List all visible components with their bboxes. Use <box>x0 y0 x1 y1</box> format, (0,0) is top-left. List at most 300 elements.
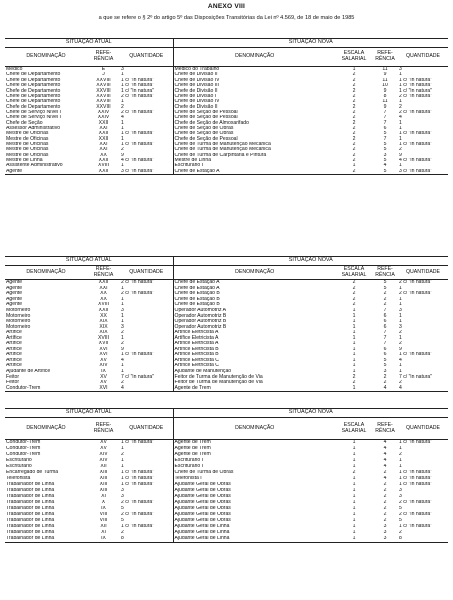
quantidade-atual-cell: 1 c/ "in natura" <box>121 352 155 358</box>
denominacao-nova-cell: Artífice Eletricista C <box>173 358 336 364</box>
referencia-nova-cell: 3 <box>383 368 387 374</box>
referencia-nova-cell: 5 <box>383 157 387 163</box>
referencia-atual-cell: XXIV <box>97 115 110 121</box>
denominacao-nova-cell: Ajudante Geral de Obras <box>173 518 336 524</box>
referencia-atual-cell: XV <box>100 379 107 386</box>
denominacao-nova-cell: Chefe de Divisão II <box>173 104 336 109</box>
denominacao-nova-cell: Escriturário I <box>173 458 336 464</box>
referencia-atual-cell: VIII <box>99 512 108 518</box>
denominacao-nova-cell: Chefe de Estação A <box>173 280 336 286</box>
denominacao-nova-cell: Ajudante de Manutenção <box>173 369 336 375</box>
escala-salarial-cell: 2 <box>352 88 356 94</box>
denominacao-nova-cell: Chefe de Turma de Manutenção Mecânica <box>173 147 336 152</box>
escala-salarial-cell: 1 <box>352 335 356 341</box>
denominacao-nova-cell: Ajudante Geral de Obras <box>173 506 336 512</box>
quantidade-nova-cell: 3 <box>399 494 402 500</box>
escala-salarial-cell: 1 <box>352 476 356 482</box>
referencia-atual-cell: XXI <box>99 147 108 153</box>
denominacao-nova-cell: Agente de Trem <box>173 440 336 447</box>
denominacao-nova-cell: Artífice Eletricista C <box>173 363 336 369</box>
quantidade-nova-cell: 4 <box>398 385 448 391</box>
col-referencia-nova: REFE- RÊNCIA <box>372 418 398 440</box>
quantidade-atual-cell: 1 c/ "in natura" <box>121 482 155 488</box>
escala-salarial-cell: 1 <box>352 66 356 73</box>
quantidade-atual-cell: 1 <box>121 335 124 341</box>
col-quantidade-nova: QUANTIDADE <box>398 48 448 67</box>
referencia-nova-cell: 7 <box>383 329 387 336</box>
quantidade-atual-cell: 9 <box>121 346 124 352</box>
escala-salarial-cell: 1 <box>352 500 356 506</box>
escala-salarial-cell: 2 <box>352 141 356 147</box>
denominacao-nova-cell: Chefe de Estação B <box>173 302 336 308</box>
escala-salarial-cell: 1 <box>352 368 356 374</box>
referencia-nova-cell: 3 <box>383 152 387 158</box>
referencia-nova-cell: 9 <box>383 104 387 110</box>
col-quantidade-atual: QUANTIDADE <box>120 266 173 280</box>
referencia-nova-cell: 2 <box>383 506 387 512</box>
denominacao-nova-cell: Mestre de Linha <box>173 158 336 163</box>
referencia-nova-cell: 5 <box>383 141 387 147</box>
referencia-nova-cell: 3 <box>383 524 387 530</box>
quantidade-atual-cell: 4 <box>120 385 173 391</box>
escala-salarial-cell: 2 <box>352 374 356 380</box>
denominacao-nova-cell: Artífice Eletricista B <box>173 347 336 353</box>
escala-salarial-cell: 1 <box>352 458 356 464</box>
denominacao-atual-cell: Artífice <box>6 352 22 358</box>
col-denominacao-atual: DENOMINAÇÃO <box>5 418 87 440</box>
annex-table-3 <box>5 408 448 543</box>
referencia-atual-cell: XVII <box>98 341 109 347</box>
denominacao-atual-cell: Chefe de Departamento <box>6 88 61 94</box>
referencia-atual-cell: XVIII <box>97 163 110 169</box>
denominacao-nova-cell: Ajudante Geral de Linha <box>173 524 336 530</box>
referencia-atual-cell: XVI <box>99 352 108 358</box>
table-body <box>5 280 448 392</box>
denominacao-atual-cell: Agente <box>6 302 23 308</box>
escala-salarial-cell: 2 <box>352 120 356 126</box>
quantidade-atual-cell: 3 c/ "in natura" <box>120 169 173 175</box>
denominacao-nova-cell: Agente de Trem <box>173 452 336 458</box>
denominacao-atual-cell: Telefonista <box>6 476 31 482</box>
quantidade-nova-cell: 1 c/ "in natura" <box>399 476 433 482</box>
col-referencia-nova: REFE- RÊNCIA <box>372 266 398 280</box>
referencia-atual-cell: XXII <box>87 169 120 175</box>
quantidade-nova-cell: 1 c/ "in natura" <box>399 352 433 358</box>
referencia-atual-cell: XX <box>100 296 107 302</box>
denominacao-nova-cell: Ajudante Geral de Obras <box>173 494 336 500</box>
annex-table-2 <box>5 256 448 392</box>
document-subtitle: a que se refere o § 2º do artigo 5º das Disposições Transitórias da Lei nº 4.569, de 18 de maio de 1985 <box>98 15 355 21</box>
quantidade-nova-cell: 2 <box>399 147 402 153</box>
referencia-nova-cell: 9 <box>383 72 387 78</box>
escala-salarial-cell: 1 <box>352 318 356 325</box>
referencia-nova-cell: 2 <box>383 518 387 524</box>
table-row <box>5 169 448 175</box>
referencia-nova-cell: 5 <box>383 279 387 286</box>
escala-salarial-cell: 1 <box>352 524 356 530</box>
quantidade-atual-cell: 3 <box>121 307 124 313</box>
denominacao-nova-cell: Chefe de Estação A <box>173 286 336 292</box>
escala-salarial-cell: 2 <box>352 296 356 302</box>
denominacao-atual-cell: Condutor-Trem <box>5 385 87 391</box>
denominacao-nova-cell: Artífice Eletricista B <box>173 352 336 358</box>
quantidade-atual-cell: 8 <box>120 536 173 543</box>
denominacao-atual-cell: Chefe de Serviço Nível I <box>6 115 61 121</box>
denominacao-atual-cell: Trabalhador de Linha <box>6 530 55 536</box>
denominacao-atual-cell: Trabalhador de Linha <box>6 518 55 524</box>
denominacao-nova-cell: Artífice Eletricista A <box>173 330 336 336</box>
denominacao-nova-cell: Ajudante Geral de Obras <box>173 488 336 494</box>
escala-salarial-cell: 2 <box>352 147 356 153</box>
escala-salarial-cell: 1 <box>352 324 356 330</box>
col-quantidade-atual: QUANTIDADE <box>120 418 173 440</box>
denominacao-atual-cell: Assessor Administrativo <box>6 125 61 131</box>
escala-salarial-cell: 2 <box>352 77 356 83</box>
quantidade-atual-cell: 1 <box>121 136 124 142</box>
denominacao-nova-cell: Ajudante Geral de Linha <box>173 536 336 543</box>
referencia-nova-cell: 4 <box>383 452 387 458</box>
quantidade-nova-cell: 1 <box>399 296 402 302</box>
referencia-nova-cell: 7 <box>383 335 387 341</box>
denominacao-nova-cell: Chefe de Seção de Obras <box>173 131 336 136</box>
denominacao-atual-cell: Agente <box>6 291 23 297</box>
denominacao-atual-cell: Mestre de Oficinas <box>6 152 49 158</box>
situacao-nova-header: SITUAÇÃO NOVA <box>173 39 448 48</box>
escala-salarial-cell: 2 <box>352 109 356 115</box>
referencia-atual-cell: XX <box>100 291 107 297</box>
col-referencia-atual: REFE- RÊNCIA <box>87 48 120 67</box>
denominacao-nova-cell: Chefe de Divisão IV <box>173 78 336 83</box>
quantidade-nova-cell: 2 c/ "in natura" <box>399 500 433 506</box>
referencia-nova-cell: 2 <box>383 500 387 506</box>
escala-salarial-cell: 2 <box>352 279 356 286</box>
referencia-nova-cell: 7 <box>383 109 387 115</box>
denominacao-nova-cell: Operador Automotriz B <box>173 313 336 319</box>
quantidade-nova-cell: 1 c/ "in natura" <box>399 439 433 446</box>
quantidade-atual-cell: 2 <box>121 104 124 110</box>
denominacao-atual-cell: Chefe de Departamento <box>6 77 61 83</box>
quantidade-nova-cell: 1 <box>399 335 402 341</box>
referencia-atual-cell: X <box>101 500 106 506</box>
quantidade-nova-cell: 1 <box>399 136 402 142</box>
referencia-nova-cell: 2 <box>383 494 387 500</box>
quantidade-atual-cell: 1 <box>121 296 124 302</box>
quantidade-atual-cell: 5 <box>121 518 124 524</box>
quantidade-atual-cell: 2 c/ "in natura" <box>121 500 155 506</box>
denominacao-atual-cell: Agente <box>6 296 23 302</box>
quantidade-nova-cell: 1 <box>399 458 402 464</box>
escala-salarial-cell: 1 <box>352 313 356 319</box>
referencia-nova-cell: 5 <box>383 363 387 369</box>
referencia-atual-cell: XXII <box>98 279 109 286</box>
quantidade-atual-cell: 2 c/ "in natura" <box>121 279 155 286</box>
referencia-nova-cell: 7 <box>383 341 387 347</box>
referencia-atual-cell: XXII <box>98 131 109 137</box>
quantidade-atual-cell: 1 <box>121 464 124 470</box>
denominacao-nova-cell: Chefe de Divisão II <box>173 88 336 93</box>
denominacao-nova-cell: Chefe de Turma de Obras <box>173 470 336 476</box>
quantidade-atual-cell: 2 c/ "in natura" <box>121 93 155 99</box>
referencia-atual-cell: XIII <box>99 488 108 494</box>
referencia-atual-cell: XIX <box>99 329 108 336</box>
denominacao-atual-cell: Motorneiro <box>6 324 31 330</box>
escala-salarial-cell: 2 <box>352 131 356 137</box>
quantidade-nova-cell: 1 c/ "in natura" <box>399 77 433 83</box>
denominacao-nova-cell: Chefe de Seção de Pessoal <box>173 115 336 120</box>
escala-salarial-cell: 1 <box>352 452 356 458</box>
referencia-atual-cell: XXI <box>99 125 108 131</box>
quantidade-atual-cell: 1 <box>121 99 124 105</box>
referencia-atual-cell: XVI <box>99 346 108 352</box>
quantidade-nova-cell: 1 <box>399 302 402 308</box>
denominacao-atual-cell: Encarregado de Turma <box>6 470 59 476</box>
referencia-atual-cell: XV <box>100 374 107 380</box>
denominacao-nova-cell: Chefe de Seção de Obras <box>173 126 336 131</box>
referencia-nova-cell: 5 <box>372 169 398 175</box>
escala-salarial-cell: 1 <box>352 352 356 358</box>
referencia-atual-cell: XXII <box>98 120 109 126</box>
referencia-nova-cell: 11 <box>382 66 388 73</box>
quantidade-atual-cell: 3 <box>121 494 124 500</box>
quantidade-nova-cell: 1 <box>399 72 402 78</box>
referencia-atual-cell: IX <box>87 536 120 543</box>
quantidade-nova-cell: 1 c/ "in natura" <box>399 470 433 476</box>
denominacao-nova-cell: Agente de Trem <box>173 385 336 391</box>
escala-salarial-cell: 2 <box>352 93 356 99</box>
escala-salarial-cell: 1 <box>352 464 356 470</box>
referencia-nova-cell: 8 <box>383 93 387 99</box>
quantidade-atual-cell: 1 <box>121 368 124 374</box>
quantidade-atual-cell: 1 <box>121 458 124 464</box>
quantidade-atual-cell: 3 <box>121 66 124 73</box>
denominacao-atual-cell: Chefe de Seção <box>6 120 43 126</box>
referencia-atual-cell: XIII <box>99 482 108 488</box>
denominacao-atual-cell: Trabalhador de Linha <box>6 524 55 530</box>
denominacao-nova-cell: Chefe de Divisão I <box>173 94 336 99</box>
referencia-atual-cell: J <box>102 72 105 78</box>
referencia-atual-cell: XII <box>100 524 107 530</box>
escala-salarial-cell: 1 <box>352 439 356 446</box>
quantidade-nova-cell: 1 c/ "in natura" <box>399 88 433 94</box>
quantidade-atual-cell: 2 <box>121 329 124 336</box>
quantidade-atual-cell: 1 c/ "in natura" <box>121 439 155 446</box>
denominacao-atual-cell: Chefe de Departamento <box>6 83 61 89</box>
quantidade-nova-cell: 1 <box>399 363 402 369</box>
quantidade-atual-cell: 9 <box>121 152 124 158</box>
referencia-atual-cell: XI <box>101 530 106 536</box>
denominacao-nova-cell: Artífice Eletricista A <box>173 335 336 341</box>
situacao-nova-header: SITUAÇÃO NOVA <box>173 409 448 418</box>
referencia-atual-cell: XXVIII <box>96 88 111 94</box>
referencia-nova-cell: 2 <box>383 488 387 494</box>
referencia-atual-cell: IX <box>101 368 106 374</box>
referencia-atual-cell: XXIV <box>97 109 110 115</box>
denominacao-nova-cell: Artífice Eletricista A <box>173 341 336 347</box>
referencia-atual-cell: VIII <box>99 518 108 524</box>
quantidade-atual-cell: 1 <box>121 313 124 319</box>
quantidade-atual-cell: 2 c/ "in natura" <box>121 512 155 518</box>
quantidade-atual-cell: 1 <box>121 363 124 369</box>
quantidade-nova-cell: 1 <box>399 125 402 131</box>
denominacao-atual-cell: Motorneiro <box>6 313 31 319</box>
referencia-atual-cell: XXVIII <box>96 77 111 83</box>
referencia-atual-cell: XXVIII <box>96 93 111 99</box>
denominacao-atual-cell: Chefe de Departamento <box>6 99 61 105</box>
denominacao-atual-cell: Trabalhador de Linha <box>6 506 55 512</box>
referencia-nova-cell: 6 <box>383 318 387 325</box>
quantidade-nova-cell: 1 c/ "in natura" <box>399 83 433 89</box>
denominacao-nova-cell: Ajudante Geral de Obras <box>173 512 336 518</box>
quantidade-atual-cell: 4 c/ "in natura" <box>121 157 155 163</box>
denominacao-atual-cell: Chefe de Serviço Nível I <box>6 109 61 115</box>
escala-salarial-cell: 2 <box>336 169 372 175</box>
denominacao-nova-cell: Médico do Trabalho <box>173 67 336 73</box>
quantidade-atual-cell: 1 <box>121 125 124 131</box>
quantidade-nova-cell: 3 <box>399 324 402 330</box>
quantidade-atual-cell: 2 c/ "in natura" <box>121 109 155 115</box>
quantidade-nova-cell: 2 c/ "in natura" <box>399 291 433 297</box>
col-escala-salarial: ESCALA SALARIAL <box>336 48 372 67</box>
denominacao-atual-cell: Ajudante de Artífice <box>6 368 51 374</box>
denominacao-nova-cell: Chefe de Estação B <box>173 297 336 303</box>
denominacao-nova-cell: Chefe de Divisão II <box>173 72 336 77</box>
referencia-atual-cell: XV <box>100 357 107 363</box>
escala-salarial-cell: 2 <box>352 104 356 110</box>
quantidade-atual-cell: 2 <box>121 452 124 458</box>
referencia-atual-cell: XIV <box>99 363 108 369</box>
escala-salarial-cell: 1 <box>352 506 356 512</box>
denominacao-atual-cell: Feitor <box>6 379 20 386</box>
referencia-nova-cell: 4 <box>383 458 387 464</box>
referencia-nova-cell: 6 <box>383 313 387 319</box>
denominacao-atual-cell: Agente <box>5 169 87 175</box>
denominacao-atual-cell: Médico <box>6 66 23 73</box>
quantidade-nova-cell: 1 c/ "in natura" <box>399 524 433 530</box>
escala-salarial-cell: 1 <box>336 536 372 543</box>
quantidade-atual-cell: 1 c/ "in natura" <box>121 476 155 482</box>
escala-salarial-cell: 1 <box>352 329 356 336</box>
escala-salarial-cell: 2 <box>352 302 356 308</box>
referencia-nova-cell: 7 <box>383 115 387 121</box>
denominacao-atual-cell: Artífice <box>6 363 22 369</box>
referencia-nova-cell: 6 <box>383 125 387 131</box>
referencia-nova-cell: 5 <box>383 285 387 291</box>
escala-salarial-cell: 2 <box>352 152 356 158</box>
escala-salarial-cell: 2 <box>352 83 356 89</box>
quantidade-atual-cell: 2 <box>121 530 124 536</box>
quantidade-nova-cell: 2 <box>399 452 402 458</box>
referencia-nova-cell: 2 <box>383 296 387 302</box>
referencia-atual-cell: XI <box>101 494 106 500</box>
quantidade-nova-cell: 1 <box>399 446 402 452</box>
escala-salarial-cell: 1 <box>352 494 356 500</box>
referencia-nova-cell: 4 <box>383 439 387 446</box>
referencia-nova-cell: 7 <box>383 120 387 126</box>
denominacao-atual-cell: Trabalhador de Linha <box>6 494 55 500</box>
quantidade-atual-cell: 1 <box>121 302 124 308</box>
escala-salarial-cell: 1 <box>352 363 356 369</box>
escala-salarial-cell: 1 <box>336 385 372 391</box>
escala-salarial-cell: 1 <box>352 482 356 488</box>
denominacao-nova-cell: Ajudante Geral de Linha <box>173 530 336 536</box>
quantidade-nova-cell: 7 c/ "in natura" <box>399 374 433 380</box>
referencia-nova-cell: 2 <box>383 374 387 380</box>
denominacao-atual-cell: Trabalhador de Linha <box>6 488 55 494</box>
escala-salarial-cell: 2 <box>352 379 356 386</box>
denominacao-nova-cell: Chefe de Divisão IV <box>173 99 336 104</box>
denominacao-nova-cell: Escriturário I <box>173 163 336 168</box>
referencia-atual-cell: XX <box>100 313 107 319</box>
denominacao-atual-cell: Escriturário <box>6 458 32 464</box>
quantidade-nova-cell: 1 <box>399 120 402 126</box>
referencia-atual-cell: XX <box>100 152 107 158</box>
quantidade-nova-cell: 2 <box>399 329 402 336</box>
denominacao-atual-cell: Chefe de Departamento <box>6 104 61 110</box>
escala-salarial-cell: 2 <box>352 136 356 142</box>
referencia-nova-cell: 6 <box>383 346 387 352</box>
denominacao-atual-cell: Feitor <box>6 374 20 380</box>
escala-salarial-cell: 2 <box>352 285 356 291</box>
quantidade-atual-cell: 1 c/ "in natura" <box>121 470 155 476</box>
referencia-atual-cell: XXVIII <box>96 104 111 110</box>
referencia-nova-cell: 5 <box>383 357 387 363</box>
denominacao-nova-cell: Chefe de Seção de Almoxarifado <box>173 120 336 125</box>
quantidade-atual-cell: 1 c/ "in natura" <box>121 83 155 89</box>
referencia-atual-cell: XIX <box>99 324 108 330</box>
denominacao-atual-cell: Artífice <box>6 329 22 336</box>
col-quantidade-nova: QUANTIDADE <box>398 418 448 440</box>
escala-salarial-cell: 2 <box>352 470 356 476</box>
denominacao-atual-cell: Chefe de Departamento <box>6 93 61 99</box>
quantidade-nova-cell: 2 c/ "in natura" <box>399 93 433 99</box>
denominacao-nova-cell: Chefe de Seção de Pessoal <box>173 110 336 115</box>
col-denominacao-atual: DENOMINAÇÃO <box>5 266 87 280</box>
denominacao-atual-cell: Artífice <box>6 335 22 341</box>
escala-salarial-cell: 1 <box>352 341 356 347</box>
quantidade-atual-cell: 2 <box>121 341 124 347</box>
referencia-atual-cell: XXVIII <box>96 99 111 105</box>
referencia-nova-cell: 5 <box>383 147 387 153</box>
quantidade-atual-cell: 1 <box>121 163 124 169</box>
escala-salarial-cell: 1 <box>352 488 356 494</box>
quantidade-atual-cell: 1 c/ "in natura" <box>121 524 155 530</box>
col-denominacao-nova: DENOMINAÇÃO <box>173 266 336 280</box>
col-denominacao-atual: DENOMINAÇÃO <box>5 48 87 67</box>
col-quantidade-nova: QUANTIDADE <box>398 266 448 280</box>
referencia-nova-cell: 2 <box>383 379 387 386</box>
escala-salarial-cell: 2 <box>352 125 356 131</box>
quantidade-atual-cell: 1 <box>121 72 124 78</box>
referencia-nova-cell: 3 <box>372 536 398 543</box>
quantidade-nova-cell: 3 <box>399 66 402 73</box>
quantidade-atual-cell: 1 c/ "in natura" <box>121 88 155 94</box>
situacao-atual-header: SITUAÇÃO ATUAL <box>5 409 173 418</box>
referencia-atual-cell: XXI <box>99 285 108 291</box>
quantidade-atual-cell: 1 c/ "in natura" <box>121 131 155 137</box>
denominacao-atual-cell: Mestre de Oficinas <box>6 147 49 153</box>
quantidade-nova-cell: 3 c/ "in natura" <box>398 169 448 175</box>
quantidade-nova-cell: 2 c/ "in natura" <box>399 512 433 518</box>
quantidade-atual-cell: 3 <box>121 324 124 330</box>
denominacao-nova-cell: Chefe de Estação B <box>173 291 336 297</box>
col-escala-salarial: ESCALA SALARIAL <box>336 266 372 280</box>
quantidade-nova-cell: 9 <box>399 152 402 158</box>
quantidade-nova-cell: 1 c/ "in natura" <box>399 482 433 488</box>
referencia-nova-cell: 5 <box>383 131 387 137</box>
denominacao-atual-cell: Motorneiro <box>6 307 31 313</box>
table-row <box>5 385 448 391</box>
quantidade-atual-cell: 1 <box>121 120 124 126</box>
